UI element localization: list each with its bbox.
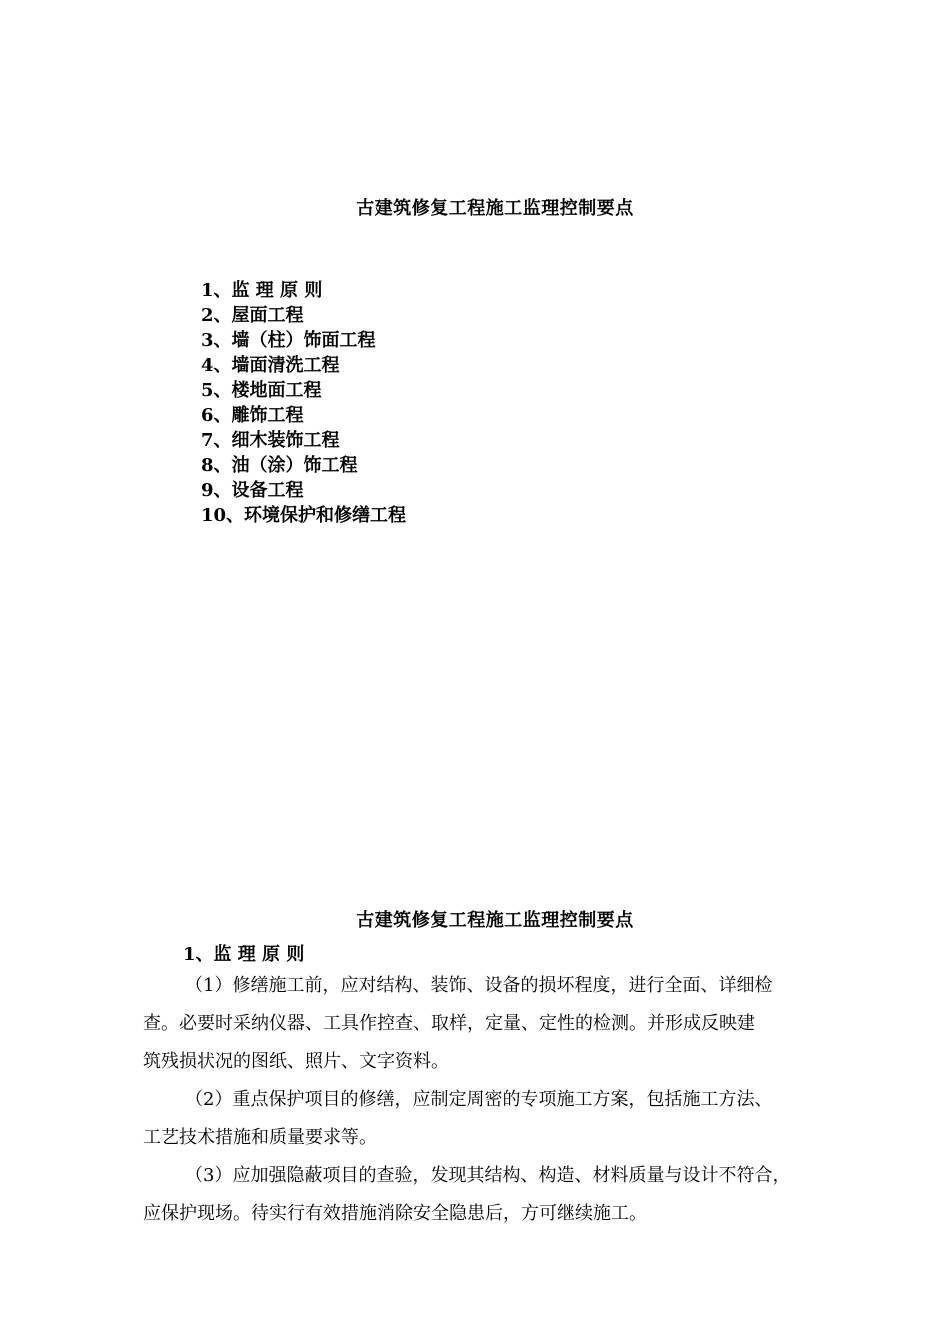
toc-item: 3、墙（柱）饰面工程 <box>201 330 376 351</box>
paragraph-3 <box>143 1157 833 1233</box>
toc-item: 8、油（涂）饰工程 <box>201 455 358 476</box>
paragraph-2 <box>143 1081 833 1157</box>
table-of-contents <box>201 278 406 528</box>
paragraph-line: （1）修缮施工前，应对结构、装饰、设备的损坏程度，进行全面、详细检 <box>185 975 773 996</box>
toc-item: 7、细木装饰工程 <box>201 430 340 451</box>
paragraph-line: （3）应加强隐蔽项目的查验，发现其结构、构造、材料质量与设计不符合， <box>185 1165 791 1186</box>
toc-item: 6、雕饰工程 <box>201 405 304 426</box>
paragraph-line: 应保护现场。待实行有效措施消除安全隐患后，方可继续施工。 <box>143 1203 647 1224</box>
paragraph-line: （2）重点保护项目的修缮，应制定周密的专项施工方案，包括施工方法、 <box>185 1089 773 1110</box>
paragraph-1 <box>143 967 833 1081</box>
paragraph-line: 工艺技术措施和质量要求等。 <box>143 1127 377 1148</box>
cover-title: 古建筑修复工程施工监理控制要点 <box>356 198 634 219</box>
toc-item: 5、楼地面工程 <box>201 380 322 401</box>
toc-item: 9、设备工程 <box>201 480 304 501</box>
section-heading: 1、监 理 原 则 <box>183 944 305 965</box>
content-title: 古建筑修复工程施工监理控制要点 <box>356 910 634 931</box>
toc-item: 2、屋面工程 <box>201 305 304 326</box>
toc-item: 4、墙面清洗工程 <box>201 355 340 376</box>
paragraph-line: 查。必要时采纳仪器、工具作控查、取样，定量、定性的检测。并形成反映建 <box>143 1013 755 1034</box>
paragraph-line: 筑残损状况的图纸、照片、文字资料。 <box>143 1051 449 1072</box>
toc-item: 10、环境保护和修缮工程 <box>201 505 407 526</box>
toc-item: 1、监 理 原 则 <box>201 280 323 301</box>
